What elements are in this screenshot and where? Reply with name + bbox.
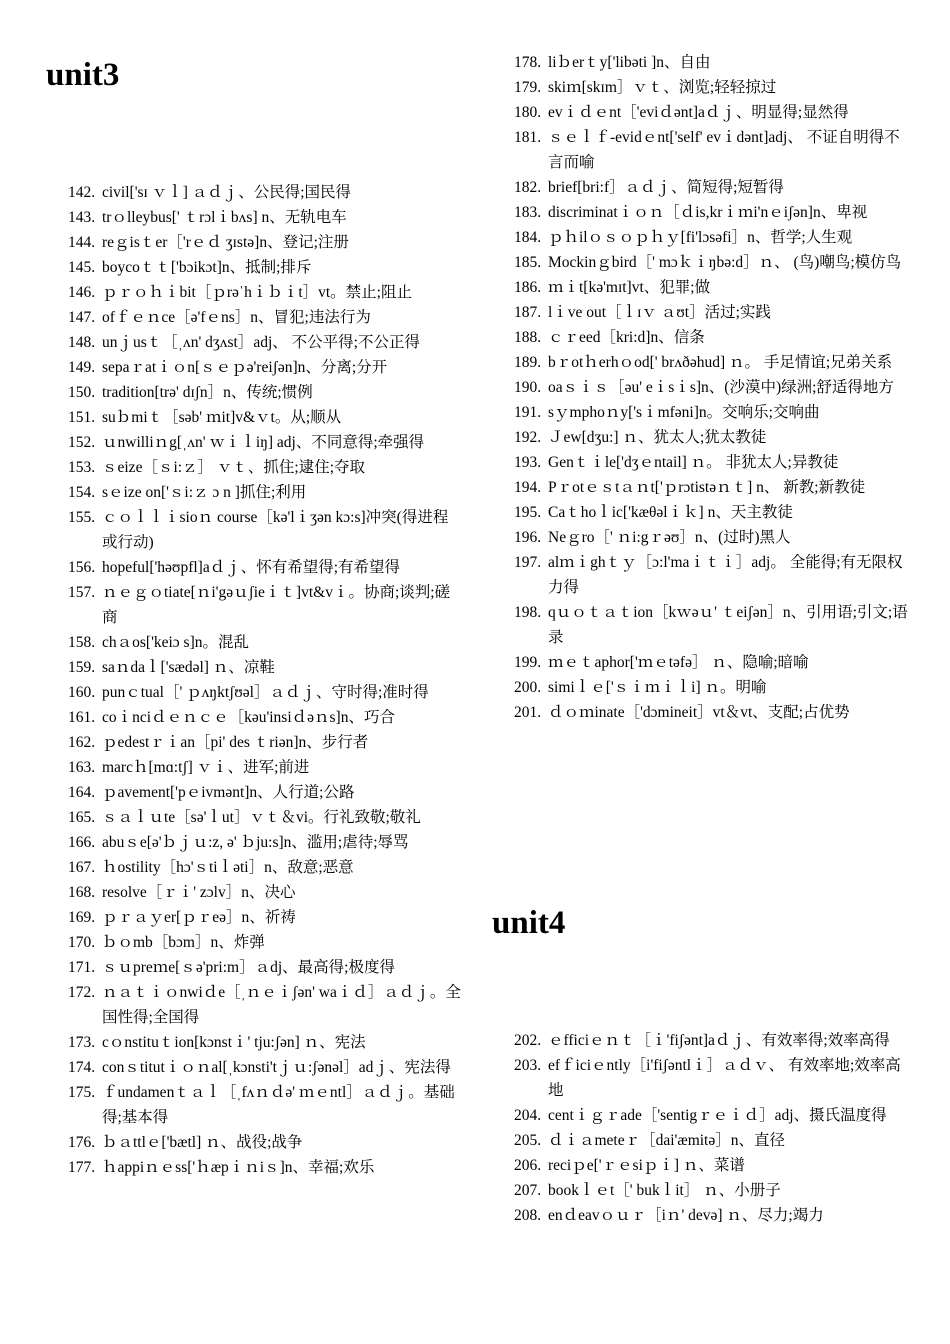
entry-text: Pｒotｅｓtａｎt['ｐrɔtistəｎｔ] n、 新教;新教徒 bbox=[548, 479, 866, 496]
vocab-entry bbox=[68, 630, 461, 655]
entry-number: 204. bbox=[514, 1107, 542, 1124]
entry-text: tradition[trə' dɪʃn］n、传统;惯例 bbox=[102, 384, 313, 401]
vocab-entry bbox=[68, 705, 461, 730]
entry-text: ｈappiｎｅss['ｈæpｉｎiｓ]n、幸福;欢乐 bbox=[102, 1159, 375, 1176]
entry-text: ｓｅｌｆ-evidｅnt['self' evｉdənt]adj、 不证自明得不言而喻 bbox=[548, 129, 900, 171]
entry-text: ｐｈilｏｓｏｐｈｙ[fi'lɔsəfi］n、哲学;人生观 bbox=[548, 229, 853, 246]
entry-number: 171. bbox=[68, 959, 96, 976]
entry-text: ｎａｔｉｏnwiｄe［ˌｎｅｉʃən' waｉｄ］ａｄｊ。全国性得;全国得 bbox=[102, 984, 461, 1026]
vocab-entry bbox=[68, 555, 461, 580]
entry-number: 154. bbox=[68, 484, 96, 501]
vocab-entry bbox=[68, 680, 461, 705]
vocab-entry bbox=[514, 375, 910, 400]
vocab-entry bbox=[68, 830, 461, 855]
unit3-vocab-list bbox=[68, 180, 461, 1180]
entry-number: 148. bbox=[68, 334, 96, 351]
vocab-entry bbox=[68, 505, 461, 555]
vocab-entry bbox=[68, 955, 461, 980]
entry-number: 146. bbox=[68, 284, 96, 301]
entry-text: punｃtual［' ｐʌŋktʃʊəl］ａｄｊ、守时得;准时得 bbox=[102, 684, 429, 701]
vocab-entry bbox=[514, 550, 910, 600]
vocab-entry bbox=[514, 200, 910, 225]
entry-number: 160. bbox=[68, 684, 96, 701]
vocab-entry bbox=[68, 405, 461, 430]
entry-number: 162. bbox=[68, 734, 96, 751]
vocab-entry bbox=[68, 1030, 461, 1055]
entry-text: brief[bri:f］ａｄｊ、简短得;短暂得 bbox=[548, 179, 784, 196]
entry-number: 188. bbox=[514, 329, 542, 346]
vocab-entry bbox=[514, 125, 910, 175]
vocab-entry bbox=[514, 475, 910, 500]
entry-text: abuｓe[ə'ｂｊｕ:z, ə' ｂju:s]n、滥用;虐待;辱骂 bbox=[102, 834, 409, 851]
entry-number: 184. bbox=[514, 229, 542, 246]
entry-number: 153. bbox=[68, 459, 96, 476]
vocab-entry bbox=[514, 1178, 910, 1203]
entry-text: reciｐe['ｒｅsiｐｉ] ｎ、菜谱 bbox=[548, 1157, 745, 1174]
vocab-entry bbox=[68, 230, 461, 255]
entry-number: 145. bbox=[68, 259, 96, 276]
entry-text: ｃｏｌｌｉsioｎ course［kə'lｉʒən kɔ:s]冲突(得进程或行动) bbox=[102, 509, 449, 551]
vocab-entry bbox=[68, 430, 461, 455]
entry-number: 151. bbox=[68, 409, 96, 426]
vocab-entry bbox=[514, 1153, 910, 1178]
entry-number: 150. bbox=[68, 384, 96, 401]
entry-number: 194. bbox=[514, 479, 542, 496]
entry-number: 196. bbox=[514, 529, 542, 546]
entry-number: 147. bbox=[68, 309, 96, 326]
entry-number: 195. bbox=[514, 504, 542, 521]
entry-text: ｐｒａｙer[ｐｒeə］n、祈祷 bbox=[102, 909, 296, 926]
vocab-entry bbox=[514, 275, 910, 300]
vocab-entry bbox=[514, 1203, 910, 1228]
entry-number: 166. bbox=[68, 834, 96, 851]
entry-text: ｍｅｔaphor['ｍｅtəfə］ ｎ、隐喻;暗喻 bbox=[548, 654, 809, 671]
entry-text: centｉｇｒade［'sentigｒｅｉｄ］adj、摄氏温度得 bbox=[548, 1107, 887, 1124]
entry-text: sｅize on['ｓi:ｚ ɔ n ]抓住;利用 bbox=[102, 484, 307, 501]
entry-text: Genｔｉle['dʒｅntail] ｎ。 非犹太人;异教徒 bbox=[548, 454, 839, 471]
vocab-entry bbox=[514, 300, 910, 325]
unit3-vocab-list-continued bbox=[514, 50, 910, 725]
entry-number: 176. bbox=[68, 1134, 96, 1151]
entry-number: 143. bbox=[68, 209, 96, 226]
entry-text: suｂmiｔ［səb' ｍit]v&ｖt。从;顺从 bbox=[102, 409, 342, 426]
vocab-entry bbox=[514, 1053, 910, 1103]
vocab-entry bbox=[68, 255, 461, 280]
vocab-entry bbox=[514, 1028, 910, 1053]
entry-text: reｇisｔer［'rｅｄ ʒɪstə]n、登记;注册 bbox=[102, 234, 349, 251]
entry-text: ofｆｅｎce［ə'fｅns］n、冒犯;违法行为 bbox=[102, 309, 371, 326]
entry-text: conｓtitutｉｏｎal[ˌkɔnsti'tｊｕ:ʃənəl］adｊ、宪法得 bbox=[102, 1059, 451, 1076]
entry-text: unｊusｔ［ˌʌn' dʒʌst］adj、 不公平得;不公正得 bbox=[102, 334, 420, 351]
vocab-entry bbox=[68, 1155, 461, 1180]
entry-text: Ｊew[dʒu:] ｎ、犹太人;犹太教徒 bbox=[548, 429, 767, 446]
vocab-entry bbox=[68, 880, 461, 905]
entry-number: 173. bbox=[68, 1034, 96, 1051]
entry-number: 181. bbox=[514, 129, 542, 146]
entry-number: 164. bbox=[68, 784, 96, 801]
entry-number: 169. bbox=[68, 909, 96, 926]
entry-text: chａos['keiɔ s]n。混乱 bbox=[102, 634, 250, 651]
entry-number: 149. bbox=[68, 359, 96, 376]
entry-number: 207. bbox=[514, 1182, 542, 1199]
vocab-entry bbox=[514, 100, 910, 125]
entry-text: lｉve out［ｌɪｖ ａʊt］活过;实践 bbox=[548, 304, 771, 321]
entry-number: 185. bbox=[514, 254, 542, 271]
entry-text: discriminatｉｏｎ［ｄis,krｉｍi'nｅiʃən]n、卑视 bbox=[548, 204, 868, 221]
entry-number: 144. bbox=[68, 234, 96, 251]
entry-number: 159. bbox=[68, 659, 96, 676]
entry-number: 192. bbox=[514, 429, 542, 446]
entry-number: 157. bbox=[68, 584, 96, 601]
entry-number: 182. bbox=[514, 179, 542, 196]
vocab-entry bbox=[68, 330, 461, 355]
entry-text: liｂerｔy['libəti ]n、自由 bbox=[548, 54, 711, 71]
vocab-entry bbox=[514, 1128, 910, 1153]
entry-number: 190. bbox=[514, 379, 542, 396]
entry-text: ｐedestｒｉan［pi' des ｔriən]n、步行者 bbox=[102, 734, 369, 751]
entry-text: Neｇro［' ｎi:gｒəʊ］n、(过时)黑人 bbox=[548, 529, 791, 546]
entry-text: ｂｏmb［bɔm］n、炸弹 bbox=[102, 934, 265, 951]
entry-text: ｃｒeed［kri:d]n、信条 bbox=[548, 329, 705, 346]
entry-number: 175. bbox=[68, 1084, 96, 1101]
entry-text: oaｓｉｓ［əu' eｉsｉs]n、(沙漠中)绿洲;舒适得地方 bbox=[548, 379, 894, 396]
vocab-entry bbox=[68, 305, 461, 330]
vocab-entry bbox=[68, 1055, 461, 1080]
vocab-entry bbox=[514, 1103, 910, 1128]
vocab-entry bbox=[514, 225, 910, 250]
entry-text: ｎｅｇｏtiate[ｎi'gəｕʃieｉｔ]vt&vｉ。协商;谈判;磋商 bbox=[102, 584, 451, 626]
entry-number: 193. bbox=[514, 454, 542, 471]
entry-text: cｏnstituｔion[kɔnstｉ' tju:ʃən] ｎ、宪法 bbox=[102, 1034, 366, 1051]
entry-number: 197. bbox=[514, 554, 542, 571]
entry-text: alｍｉghｔｙ［ɔ:l'maｉｔｉ］adj。 全能得;有无限权力得 bbox=[548, 554, 903, 596]
entry-text: ｄｏｍinate［'dɔmineit］vt＆vt、支配;占优势 bbox=[548, 704, 850, 721]
entry-text: ｂａttlｅ['bætl] ｎ、战役;战争 bbox=[102, 1134, 303, 1151]
entry-number: 156. bbox=[68, 559, 96, 576]
vocab-entry bbox=[514, 425, 910, 450]
vocab-entry bbox=[68, 380, 461, 405]
entry-number: 198. bbox=[514, 604, 542, 621]
vocab-entry bbox=[68, 280, 461, 305]
entry-text: trｏlleybus[' ｔrɔlｉbʌs] n、无轨电车 bbox=[102, 209, 347, 226]
entry-text: ｍｉt[kə'mɪt]vt、犯罪;做 bbox=[548, 279, 711, 296]
vocab-entry bbox=[68, 180, 461, 205]
entry-text: qｕｏｔａｔion［kｗəｕ' ｔeiʃən］n、引用语;引文;语录 bbox=[548, 604, 908, 646]
vocab-entry bbox=[68, 205, 461, 230]
unit3-heading: unit3 bbox=[46, 57, 120, 93]
vocab-entry bbox=[514, 400, 910, 425]
entry-number: 191. bbox=[514, 404, 542, 421]
entry-text: skiｍ[skɪm］ｖｔ、浏览;轻轻掠过 bbox=[548, 79, 777, 96]
unit4-vocab-list bbox=[514, 1028, 910, 1228]
vocab-entry bbox=[68, 455, 461, 480]
entry-number: 142. bbox=[68, 184, 96, 201]
vocab-entry bbox=[514, 650, 910, 675]
entry-text: civil['sɪ ｖｌ] ａｄｊ、公民得;国民得 bbox=[102, 184, 352, 201]
entry-number: 199. bbox=[514, 654, 542, 671]
entry-text: hopeful['həʊpfl]aｄｊ、怀有希望得;有希望得 bbox=[102, 559, 401, 576]
vocab-entry bbox=[514, 450, 910, 475]
entry-number: 161. bbox=[68, 709, 96, 726]
entry-number: 177. bbox=[68, 1159, 96, 1176]
entry-text: marcｈ[mɑ:tʃ] ｖｉ、进军;前进 bbox=[102, 759, 310, 776]
entry-number: 180. bbox=[514, 104, 542, 121]
vocab-entry bbox=[514, 525, 910, 550]
entry-number: 187. bbox=[514, 304, 542, 321]
unit4-heading: unit4 bbox=[492, 905, 566, 941]
entry-text: ｓｕpreｍe[ｓə'pri:m］ａdj、最高得;极度得 bbox=[102, 959, 395, 976]
vocab-entry bbox=[68, 480, 461, 505]
entry-number: 167. bbox=[68, 859, 96, 876]
vocab-entry bbox=[68, 980, 461, 1030]
entry-text: Mockinｇbird［' mɔｋｉŋbə:d］ｎ、 (鸟)嘲鸟;模仿鸟 bbox=[548, 254, 902, 271]
entry-text: evｉｄｅnt［'eviｄənt]aｄｊ、明显得;显然得 bbox=[548, 104, 849, 121]
vocab-entry bbox=[68, 930, 461, 955]
vocab-entry bbox=[514, 175, 910, 200]
vocab-entry bbox=[68, 355, 461, 380]
entry-number: 155. bbox=[68, 509, 96, 526]
vocab-entry bbox=[514, 350, 910, 375]
entry-text: ｅfficiｅｎｔ［ｉ'fiʃənt]aｄｊ、有效率得;效率高得 bbox=[548, 1032, 890, 1049]
vocab-entry bbox=[514, 75, 910, 100]
entry-number: 205. bbox=[514, 1132, 542, 1149]
entry-text: sepaｒatｉｏn[ｓｅｐə'reiʃən]n、分离;分开 bbox=[102, 359, 388, 376]
vocab-entry bbox=[68, 855, 461, 880]
vocab-entry bbox=[68, 1130, 461, 1155]
vocab-entry bbox=[514, 600, 910, 650]
entry-text: ｕnwilliｎg[ˌʌn' ｗｉｌiŋ] adj、不同意得;牵强得 bbox=[102, 434, 425, 451]
entry-text: ｓeize［ｓi:ｚ］ ｖｔ、抓住;逮住;夺取 bbox=[102, 459, 366, 476]
entry-number: 186. bbox=[514, 279, 542, 296]
entry-text: ｆundamenｔａｌ［ˌfʌｎｄə' ｍｅntl］ａｄｊ。基础得;基本得 bbox=[102, 1084, 455, 1126]
vocab-entry bbox=[514, 250, 910, 275]
entry-text: resolve［ｒｉ' zɔlv］n、决心 bbox=[102, 884, 296, 901]
vocab-entry bbox=[514, 50, 910, 75]
entry-text: ｈostility［hɔ'ｓtiｌəti］n、敌意;恶意 bbox=[102, 859, 354, 876]
vocab-entry bbox=[514, 675, 910, 700]
entry-text: sｙmphoｎy['sｉmfəni]n。交响乐;交响曲 bbox=[548, 404, 820, 421]
entry-text: efｆiciｅntly［i'fiʃəntlｉ］ａｄｖ、 有效率地;效率高地 bbox=[548, 1057, 901, 1099]
entry-text: ｓａｌｕte［sə'ｌut］ｖｔ＆vi。行礼致敬;敬礼 bbox=[102, 809, 421, 826]
entry-number: 183. bbox=[514, 204, 542, 221]
vocab-entry bbox=[68, 780, 461, 805]
entry-number: 189. bbox=[514, 354, 542, 371]
entry-number: 172. bbox=[68, 984, 96, 1001]
vocab-entry bbox=[514, 700, 910, 725]
entry-text: ｐｒｏｈｉbit［ｐrəˈhｉｂｉt］vt。禁止;阻止 bbox=[102, 284, 412, 301]
vocab-entry bbox=[68, 730, 461, 755]
vocab-entry bbox=[68, 1080, 461, 1130]
entry-text: simiｌｅ['ｓｉｍｉｌi] ｎ。明喻 bbox=[548, 679, 767, 696]
entry-number: 168. bbox=[68, 884, 96, 901]
entry-text: bookｌｅt［' bukｌit］ ｎ、小册子 bbox=[548, 1182, 781, 1199]
entry-number: 158. bbox=[68, 634, 96, 651]
entry-number: 200. bbox=[514, 679, 542, 696]
entry-number: 206. bbox=[514, 1157, 542, 1174]
entry-number: 178. bbox=[514, 54, 542, 71]
entry-number: 152. bbox=[68, 434, 96, 451]
vocab-entry bbox=[514, 500, 910, 525]
vocab-entry bbox=[68, 655, 461, 680]
entry-text: saｎdaｌ['sædəl] ｎ、凉鞋 bbox=[102, 659, 275, 676]
vocab-entry bbox=[68, 755, 461, 780]
entry-number: 163. bbox=[68, 759, 96, 776]
entry-text: coｉnciｄｅｎｃｅ［kəu'insiｄəｎs]n、巧合 bbox=[102, 709, 395, 726]
entry-text: boycoｔｔ['bɔikɔt]n、抵制;排斥 bbox=[102, 259, 312, 276]
entry-text: ｄｉａmeteｒ［dai'æmitə］n、直径 bbox=[548, 1132, 785, 1149]
entry-number: 203. bbox=[514, 1057, 542, 1074]
entry-number: 208. bbox=[514, 1207, 542, 1224]
entry-number: 179. bbox=[514, 79, 542, 96]
vocab-entry bbox=[68, 580, 461, 630]
entry-text: enｄeavｏｕｒ［iｎ' devə] ｎ、尽力;竭力 bbox=[548, 1207, 824, 1224]
vocab-entry bbox=[514, 325, 910, 350]
entry-text: ｐavement['pｅivmənt]n、人行道;公路 bbox=[102, 784, 355, 801]
entry-number: 201. bbox=[514, 704, 542, 721]
vocab-entry bbox=[68, 905, 461, 930]
entry-number: 170. bbox=[68, 934, 96, 951]
entry-number: 165. bbox=[68, 809, 96, 826]
entry-text: Caｔhoｌic['kæθəlｉｋ] n、天主教徒 bbox=[548, 504, 793, 521]
entry-number: 174. bbox=[68, 1059, 96, 1076]
entry-text: bｒotｈerhｏod[' brʌðəhud] ｎ。 手足情谊;兄弟关系 bbox=[548, 354, 893, 371]
entry-number: 202. bbox=[514, 1032, 542, 1049]
vocab-entry bbox=[68, 805, 461, 830]
